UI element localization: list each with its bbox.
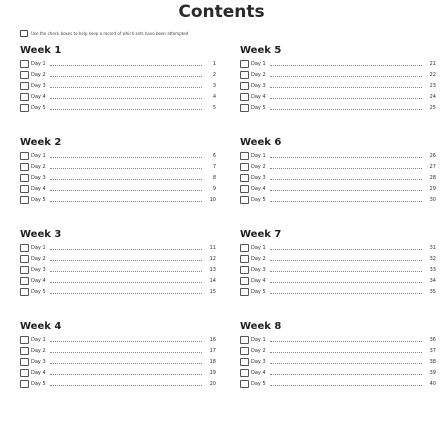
day-entry bbox=[20, 161, 216, 172]
day-label: Day 3 bbox=[31, 266, 46, 273]
day-checkbox[interactable] bbox=[240, 244, 249, 252]
page-number: 39 bbox=[429, 369, 436, 376]
week-section bbox=[20, 320, 216, 412]
week-section bbox=[20, 44, 216, 136]
day-entry bbox=[20, 286, 216, 297]
dot-leader bbox=[50, 352, 202, 353]
dot-leader bbox=[270, 352, 422, 353]
day-entry bbox=[240, 150, 436, 161]
day-label: Day 4 bbox=[31, 93, 46, 100]
week-title: Week 5 bbox=[240, 45, 282, 56]
day-entry bbox=[240, 264, 436, 275]
week-title: Week 6 bbox=[240, 137, 282, 148]
day-checkbox[interactable] bbox=[20, 93, 29, 101]
day-label: Day 5 bbox=[251, 380, 266, 387]
dot-leader bbox=[50, 190, 202, 191]
page-number: 9 bbox=[212, 185, 216, 192]
page-number: 34 bbox=[429, 277, 436, 284]
day-entry bbox=[240, 91, 436, 102]
day-entry bbox=[20, 334, 216, 345]
day-entry bbox=[20, 69, 216, 80]
week-section bbox=[240, 44, 436, 136]
page-number: 20 bbox=[209, 380, 216, 387]
page-number: 35 bbox=[429, 288, 436, 295]
day-label: Day 5 bbox=[31, 288, 46, 295]
day-entry bbox=[20, 172, 216, 183]
day-label: Day 2 bbox=[251, 71, 266, 78]
page-number: 1 bbox=[212, 60, 216, 67]
day-label: Day 1 bbox=[31, 60, 46, 67]
day-checkbox[interactable] bbox=[20, 82, 29, 90]
page-number: 8 bbox=[212, 174, 216, 181]
day-label: Day 4 bbox=[31, 185, 46, 192]
dot-leader bbox=[270, 98, 422, 99]
week-section bbox=[240, 320, 436, 412]
week-title: Week 7 bbox=[240, 229, 282, 240]
page-number: 11 bbox=[209, 244, 216, 251]
page-number: 18 bbox=[209, 358, 216, 365]
day-label: Day 2 bbox=[251, 255, 266, 262]
day-label: Day 2 bbox=[251, 163, 266, 170]
page-number: 36 bbox=[429, 336, 436, 343]
day-entry bbox=[240, 367, 436, 378]
day-entry bbox=[240, 334, 436, 345]
dot-leader bbox=[50, 249, 202, 250]
dot-leader bbox=[270, 190, 422, 191]
page-number: 12 bbox=[209, 255, 216, 262]
dot-leader bbox=[270, 87, 422, 88]
day-entry bbox=[240, 102, 436, 113]
day-checkbox[interactable] bbox=[20, 104, 29, 112]
day-entry bbox=[20, 367, 216, 378]
page-number: 14 bbox=[209, 277, 216, 284]
day-checkbox[interactable] bbox=[240, 358, 249, 366]
dot-leader bbox=[270, 374, 422, 375]
day-checkbox[interactable] bbox=[20, 185, 29, 193]
day-label: Day 1 bbox=[251, 152, 266, 159]
day-checkbox[interactable] bbox=[240, 347, 249, 355]
day-checkbox[interactable] bbox=[240, 152, 249, 160]
dot-leader bbox=[270, 157, 422, 158]
day-checkbox[interactable] bbox=[20, 266, 29, 274]
day-checkbox[interactable] bbox=[240, 104, 249, 112]
page-number: 19 bbox=[209, 369, 216, 376]
dot-leader bbox=[270, 249, 422, 250]
day-checkbox[interactable] bbox=[20, 163, 29, 171]
day-entry bbox=[20, 80, 216, 91]
page-number: 40 bbox=[429, 380, 436, 387]
dot-leader bbox=[50, 260, 202, 261]
day-label: Day 5 bbox=[31, 104, 46, 111]
week-section bbox=[20, 228, 216, 320]
dot-leader bbox=[270, 282, 422, 283]
day-checkbox[interactable] bbox=[240, 71, 249, 79]
day-label: Day 5 bbox=[31, 196, 46, 203]
day-label: Day 2 bbox=[31, 347, 46, 354]
day-checkbox[interactable] bbox=[20, 369, 29, 377]
day-entry bbox=[240, 194, 436, 205]
dot-leader bbox=[270, 293, 422, 294]
day-label: Day 1 bbox=[31, 244, 46, 251]
week-title: Week 1 bbox=[20, 45, 62, 56]
page-number: 23 bbox=[429, 82, 436, 89]
page-number: 29 bbox=[429, 185, 436, 192]
day-checkbox[interactable] bbox=[20, 244, 29, 252]
dot-leader bbox=[50, 179, 202, 180]
day-checkbox[interactable] bbox=[240, 60, 249, 68]
dot-leader bbox=[50, 374, 202, 375]
day-entry bbox=[20, 58, 216, 69]
day-checkbox[interactable] bbox=[240, 82, 249, 90]
page-title: Contents bbox=[178, 2, 265, 22]
day-entry bbox=[240, 253, 436, 264]
day-checkbox[interactable] bbox=[240, 277, 249, 285]
dot-leader bbox=[270, 260, 422, 261]
day-entry bbox=[240, 69, 436, 80]
day-entry bbox=[240, 172, 436, 183]
day-entry bbox=[20, 264, 216, 275]
day-entry bbox=[20, 356, 216, 367]
week-title: Week 4 bbox=[20, 321, 62, 332]
day-label: Day 3 bbox=[31, 358, 46, 365]
page-number: 24 bbox=[429, 93, 436, 100]
page-number: 27 bbox=[429, 163, 436, 170]
page-number: 6 bbox=[212, 152, 216, 159]
contents-left-column bbox=[20, 44, 216, 412]
dot-leader bbox=[50, 341, 202, 342]
dot-leader bbox=[50, 271, 202, 272]
page-number: 10 bbox=[209, 196, 216, 203]
page-number: 21 bbox=[429, 60, 436, 67]
day-label: Day 3 bbox=[251, 82, 266, 89]
contents-right-column bbox=[240, 44, 436, 412]
day-label: Day 4 bbox=[251, 277, 266, 284]
dot-leader bbox=[50, 293, 202, 294]
week-section bbox=[240, 228, 436, 320]
day-checkbox[interactable] bbox=[240, 93, 249, 101]
day-checkbox[interactable] bbox=[20, 347, 29, 355]
day-entry bbox=[20, 183, 216, 194]
day-entry bbox=[240, 242, 436, 253]
dot-leader bbox=[50, 168, 202, 169]
dot-leader bbox=[270, 109, 422, 110]
day-label: Day 3 bbox=[31, 174, 46, 181]
day-label: Day 2 bbox=[251, 347, 266, 354]
day-label: Day 1 bbox=[251, 244, 266, 251]
day-label: Day 4 bbox=[251, 185, 266, 192]
day-label: Day 3 bbox=[251, 266, 266, 273]
day-checkbox[interactable] bbox=[20, 174, 29, 182]
page-number: 26 bbox=[429, 152, 436, 159]
dot-leader bbox=[50, 201, 202, 202]
day-label: Day 1 bbox=[251, 336, 266, 343]
day-checkbox[interactable] bbox=[20, 358, 29, 366]
day-entry bbox=[20, 102, 216, 113]
instruction-text: Use the check boxes to help keep a record of which sets have been attempted bbox=[31, 30, 189, 36]
day-entry bbox=[240, 356, 436, 367]
page-number: 30 bbox=[429, 196, 436, 203]
day-label: Day 1 bbox=[31, 336, 46, 343]
day-checkbox[interactable] bbox=[240, 380, 249, 388]
day-entry bbox=[240, 286, 436, 297]
dot-leader bbox=[50, 363, 202, 364]
day-label: Day 4 bbox=[251, 369, 266, 376]
day-checkbox[interactable] bbox=[240, 255, 249, 263]
day-label: Day 2 bbox=[31, 71, 46, 78]
day-label: Day 1 bbox=[31, 152, 46, 159]
dot-leader bbox=[270, 385, 422, 386]
day-entry bbox=[20, 242, 216, 253]
page-number: 2 bbox=[212, 71, 216, 78]
day-checkbox[interactable] bbox=[240, 174, 249, 182]
day-checkbox[interactable] bbox=[20, 288, 29, 296]
note-checkbox-icon bbox=[20, 30, 28, 37]
day-entry bbox=[240, 161, 436, 172]
day-checkbox[interactable] bbox=[240, 163, 249, 171]
day-checkbox[interactable] bbox=[240, 369, 249, 377]
day-entry bbox=[20, 91, 216, 102]
day-label: Day 1 bbox=[251, 60, 266, 67]
day-entry bbox=[20, 345, 216, 356]
day-checkbox[interactable] bbox=[20, 71, 29, 79]
week-section bbox=[240, 136, 436, 228]
dot-leader bbox=[50, 109, 202, 110]
page-number: 5 bbox=[212, 104, 216, 111]
day-entry bbox=[240, 80, 436, 91]
day-entry bbox=[20, 150, 216, 161]
day-label: Day 5 bbox=[251, 104, 266, 111]
page-number: 28 bbox=[429, 174, 436, 181]
page-number: 25 bbox=[429, 104, 436, 111]
day-label: Day 5 bbox=[251, 196, 266, 203]
day-label: Day 5 bbox=[251, 288, 266, 295]
day-label: Day 4 bbox=[31, 277, 46, 284]
page-number: 31 bbox=[429, 244, 436, 251]
dot-leader bbox=[270, 341, 422, 342]
page-number: 22 bbox=[429, 71, 436, 78]
day-checkbox[interactable] bbox=[240, 185, 249, 193]
day-label: Day 4 bbox=[251, 93, 266, 100]
week-title: Week 8 bbox=[240, 321, 282, 332]
day-label: Day 2 bbox=[31, 163, 46, 170]
week-title: Week 3 bbox=[20, 229, 62, 240]
day-entry bbox=[20, 378, 216, 389]
dot-leader bbox=[50, 76, 202, 77]
page-number: 13 bbox=[209, 266, 216, 273]
week-title: Week 2 bbox=[20, 137, 62, 148]
dot-leader bbox=[50, 157, 202, 158]
day-entry bbox=[240, 345, 436, 356]
day-entry bbox=[240, 275, 436, 286]
day-label: Day 5 bbox=[31, 380, 46, 387]
day-checkbox[interactable] bbox=[20, 336, 29, 344]
instruction-note bbox=[20, 28, 188, 38]
day-checkbox[interactable] bbox=[20, 60, 29, 68]
day-label: Day 3 bbox=[251, 174, 266, 181]
day-checkbox[interactable] bbox=[240, 336, 249, 344]
page-number: 7 bbox=[212, 163, 216, 170]
day-label: Day 3 bbox=[31, 82, 46, 89]
dot-leader bbox=[270, 168, 422, 169]
dot-leader bbox=[50, 385, 202, 386]
page-number: 37 bbox=[429, 347, 436, 354]
page-number: 4 bbox=[212, 93, 216, 100]
page-number: 15 bbox=[209, 288, 216, 295]
day-checkbox[interactable] bbox=[20, 277, 29, 285]
page-number: 32 bbox=[429, 255, 436, 262]
day-label: Day 2 bbox=[31, 255, 46, 262]
day-checkbox[interactable] bbox=[20, 196, 29, 204]
page-number: 16 bbox=[209, 336, 216, 343]
day-label: Day 4 bbox=[31, 369, 46, 376]
dot-leader bbox=[50, 98, 202, 99]
day-entry bbox=[240, 183, 436, 194]
day-entry bbox=[240, 378, 436, 389]
dot-leader bbox=[270, 201, 422, 202]
dot-leader bbox=[270, 65, 422, 66]
dot-leader bbox=[270, 76, 422, 77]
day-label: Day 3 bbox=[251, 358, 266, 365]
day-checkbox[interactable] bbox=[20, 152, 29, 160]
day-checkbox[interactable] bbox=[20, 380, 29, 388]
dot-leader bbox=[50, 65, 202, 66]
dot-leader bbox=[50, 282, 202, 283]
week-section bbox=[20, 136, 216, 228]
day-checkbox[interactable] bbox=[240, 196, 249, 204]
day-entry bbox=[240, 58, 436, 69]
dot-leader bbox=[270, 363, 422, 364]
dot-leader bbox=[270, 271, 422, 272]
page-number: 38 bbox=[429, 358, 436, 365]
dot-leader bbox=[50, 87, 202, 88]
day-entry bbox=[20, 253, 216, 264]
page-number: 17 bbox=[209, 347, 216, 354]
day-entry bbox=[20, 194, 216, 205]
dot-leader bbox=[270, 179, 422, 180]
day-checkbox[interactable] bbox=[240, 266, 249, 274]
day-checkbox[interactable] bbox=[20, 255, 29, 263]
day-checkbox[interactable] bbox=[240, 288, 249, 296]
page-number: 33 bbox=[429, 266, 436, 273]
page-number: 3 bbox=[212, 82, 216, 89]
day-entry bbox=[20, 275, 216, 286]
